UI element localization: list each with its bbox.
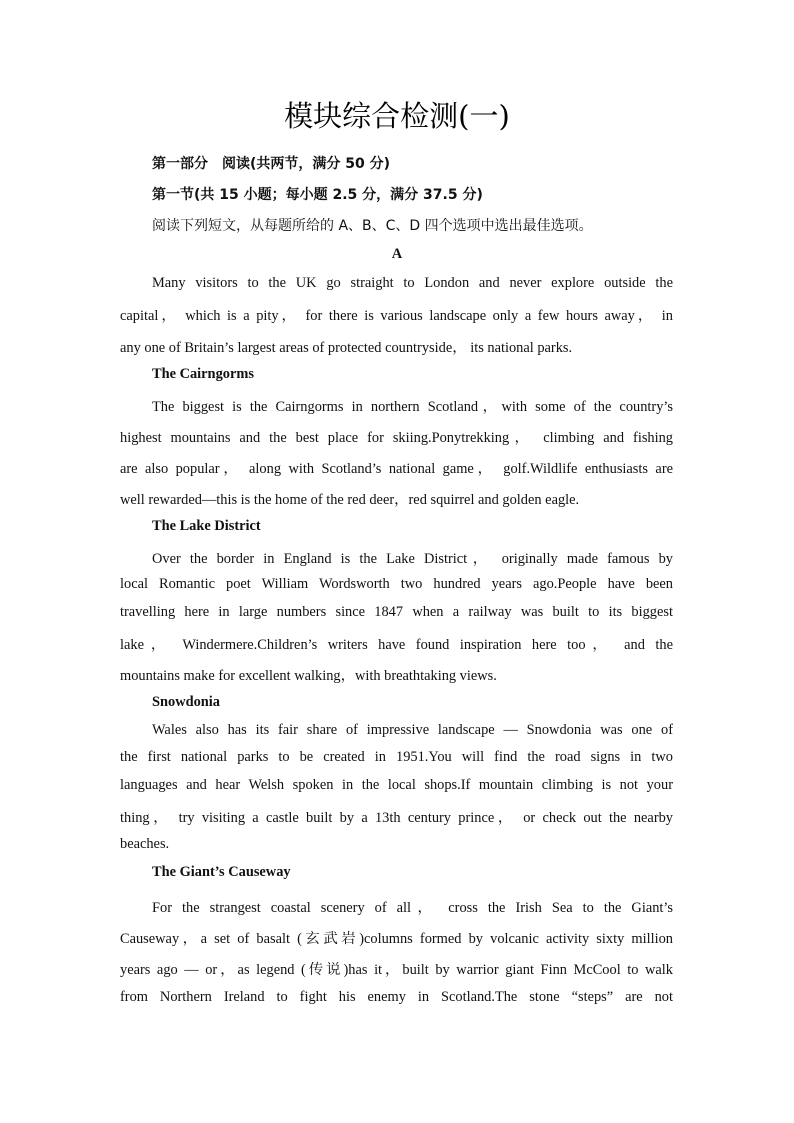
paragraph-line: the first national parks to be created in 1951.You will find the road signs in two <box>120 749 673 765</box>
paragraph-line: are also popular， along with Scotland’s national game， golf.Wildlife enthusiasts are <box>120 461 673 477</box>
section-heading: 第一节(共 15 小题；每小题 2.5 分，满分 37.5 分) <box>152 187 483 203</box>
paragraph-line: well rewarded—this is the home of the red deer，red squirrel and golden eagle. <box>120 492 580 508</box>
paragraph-line: local Romantic poet William Wordsworth two hundred years ago.People have been <box>120 576 673 592</box>
paragraph-line: from Northern Ireland to fight his enemy in Scotland.The stone “steps” are not <box>120 989 673 1005</box>
paragraph-line: any one of Britain’s largest areas of protected countryside， its national parks. <box>120 340 573 356</box>
paragraph-line: travelling here in large numbers since 1847 when a railway was built to its biggest <box>120 604 673 620</box>
page-title: 模块综合检测(一) <box>284 99 510 133</box>
paragraph-line: mountains make for excellent walking，with breathtaking views. <box>120 668 497 684</box>
paragraph-line: languages and hear Welsh spoken in the local shops.If mountain climbing is not your <box>120 777 673 793</box>
paragraph-line: For the strangest coastal scenery of all， cross the Irish Sea to the Giant’s <box>152 900 673 916</box>
paragraph-line: years ago — or，as legend (传说)has it，built by warrior giant Finn McCool to walk <box>120 962 673 978</box>
paragraph-line: lake， Windermere.Children’s writers have found inspiration here too， and the <box>120 637 673 653</box>
paragraph-line: Causeway，a set of basalt (玄武岩)columns formed by volcanic activity sixty million <box>120 931 673 947</box>
passage-label: A <box>391 246 403 262</box>
section-title: The Giant’s Causeway <box>152 864 291 880</box>
paragraph-line: Over the border in England is the Lake District， originally made famous by <box>152 551 673 567</box>
paragraph-line: Many visitors to the UK go straight to London and never explore outside the <box>152 275 673 291</box>
paragraph-line: The biggest is the Cairngorms in northern Scotland，with some of the country’s <box>152 399 673 415</box>
part-heading: 第一部分 阅读(共两节，满分 50 分) <box>152 156 391 172</box>
paragraph-line: beaches. <box>120 836 170 852</box>
paragraph-line: Wales also has its fair share of impressive landscape — Snowdonia was one of <box>152 722 673 738</box>
paragraph-line: capital， which is a pity， for there is various landscape only a few hours away， in <box>120 308 673 324</box>
paragraph-line: highest mountains and the best place for skiing.Ponytrekking， climbing and fishing <box>120 430 673 446</box>
section-title: Snowdonia <box>152 694 220 710</box>
section-title: The Lake District <box>152 518 261 534</box>
section-title: The Cairngorms <box>152 366 254 382</box>
instruction-text: 阅读下列短文，从每题所给的 A、B、C、D 四个选项中选出最佳选项。 <box>152 218 593 234</box>
paragraph-line: thing， try visiting a castle built by a 13th century prince， or check out the nearby <box>120 810 673 826</box>
